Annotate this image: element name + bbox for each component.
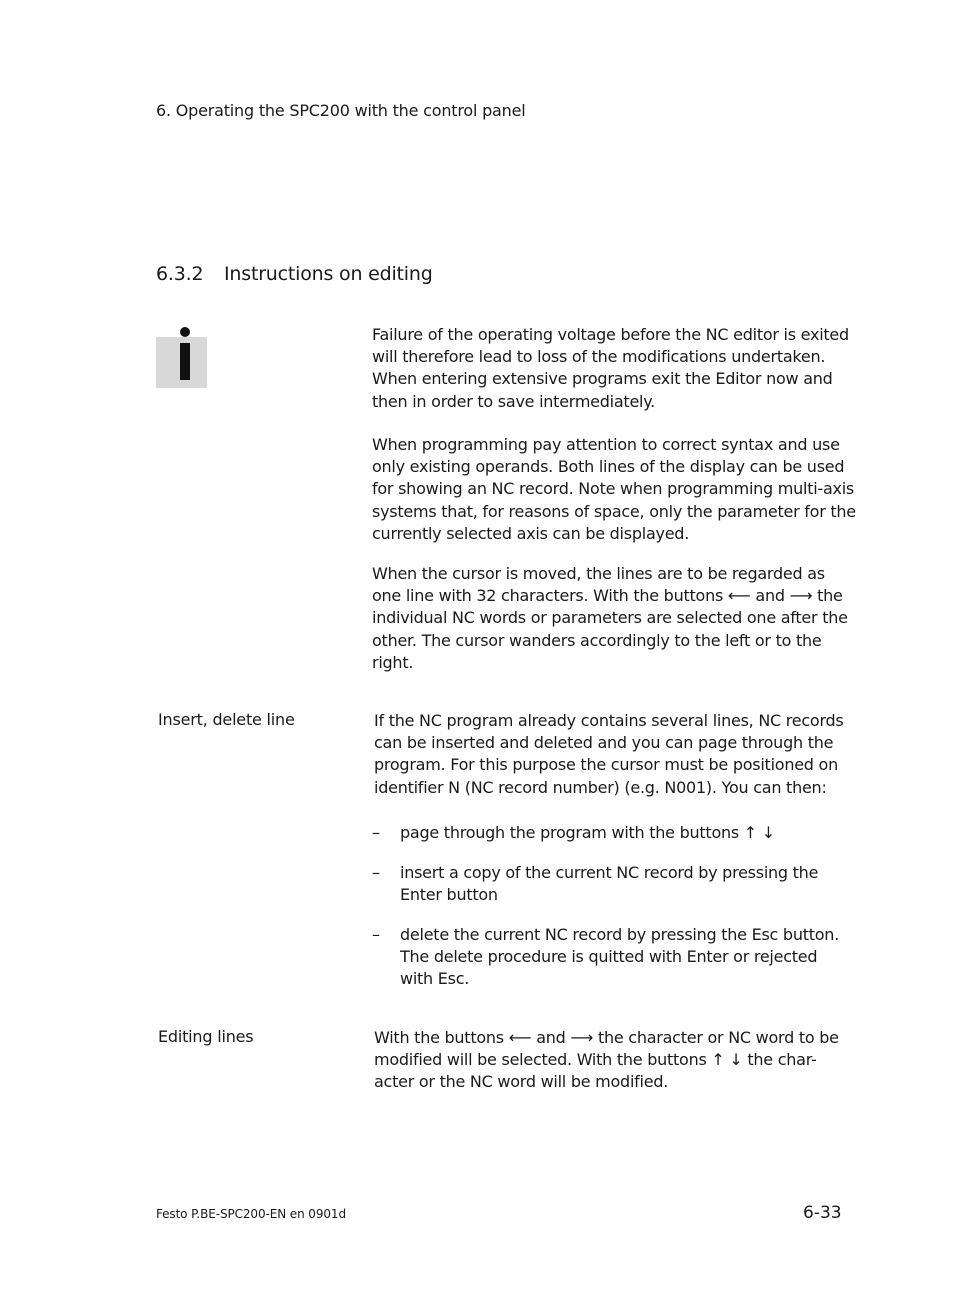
text-line: one line with 32 characters. With the buttons ⟵ and ⟶ the [372, 586, 843, 606]
text-line: then in order to save intermediately. [372, 391, 656, 411]
text-line: with Esc. [400, 969, 470, 988]
page-number: 6-33 [803, 1203, 842, 1223]
text-line: other. The cursor wanders accordingly to the left or to the [372, 630, 822, 650]
text-line: individual NC words or parameters are selected one after the [372, 608, 848, 628]
editing-lines-label: Editing lines [158, 1027, 254, 1046]
text-line: page through the program with the buttons ↑ ↓ [400, 823, 775, 842]
section-number: 6.3.2 [156, 263, 204, 285]
footer-document-id: Festo P.BE-SPC200-EN en 0901d [156, 1207, 346, 1221]
text-line: The delete procedure is quitted with Enter or rejected [400, 947, 818, 966]
bullet-dash: – [372, 863, 380, 882]
bullet-dash: – [372, 823, 380, 842]
text-line: When programming pay attention to correct syntax and use [372, 435, 840, 454]
text-line: right. [372, 652, 414, 672]
text-line: will therefore lead to loss of the modifications undertaken. [372, 347, 826, 367]
info-icon [156, 327, 207, 388]
text-line: With the buttons ⟵ and ⟶ the character or NC word to be [374, 1028, 839, 1047]
text-line: currently selected axis can be displayed. [372, 523, 690, 543]
insert-delete-intro [374, 710, 844, 799]
insert-delete-label: Insert, delete line [158, 710, 295, 729]
text-line: acter or the NC word will be modified. [374, 1072, 669, 1092]
info-paragraph-3 [372, 563, 848, 674]
text-line: only existing operands. Both lines of the display can be used [372, 457, 845, 477]
text-line: If the NC program already contains several lines, NC records [374, 711, 844, 730]
text-line: When entering extensive programs exit the Editor now and [372, 369, 833, 389]
text-line: insert a copy of the current NC record by pressing the [400, 863, 819, 882]
text-line: When the cursor is moved, the lines are to be regarded as [372, 564, 825, 583]
section-title: Instructions on editing [224, 263, 433, 285]
text-line: systems that, for reasons of space, only the parameter for the [372, 501, 856, 521]
info-paragraph-2 [372, 434, 856, 545]
list-item [372, 822, 842, 844]
text-line: Failure of the operating voltage before the NC editor is exited [372, 325, 849, 344]
text-line: program. For this purpose the cursor must be positioned on [374, 755, 838, 775]
text-line: delete the current NC record by pressing the Esc button. [400, 925, 840, 944]
text-line: for showing an NC record. Note when programming multi-axis [372, 479, 854, 499]
text-line: Enter button [400, 885, 498, 904]
text-line: identifier N (NC record number) (e.g. N001). You can then: [374, 777, 827, 797]
text-line: can be inserted and deleted and you can page through the [374, 733, 834, 753]
bullet-dash: – [372, 925, 380, 944]
list-item [372, 862, 842, 906]
list-item [372, 924, 842, 990]
info-paragraph-1 [372, 324, 849, 413]
editing-lines-text [374, 1027, 839, 1094]
chapter-header: 6. Operating the SPC200 with the control panel [156, 101, 526, 120]
section-heading [156, 263, 433, 285]
text-line: modified will be selected. With the buttons ↑ ↓ the char- [374, 1050, 817, 1070]
